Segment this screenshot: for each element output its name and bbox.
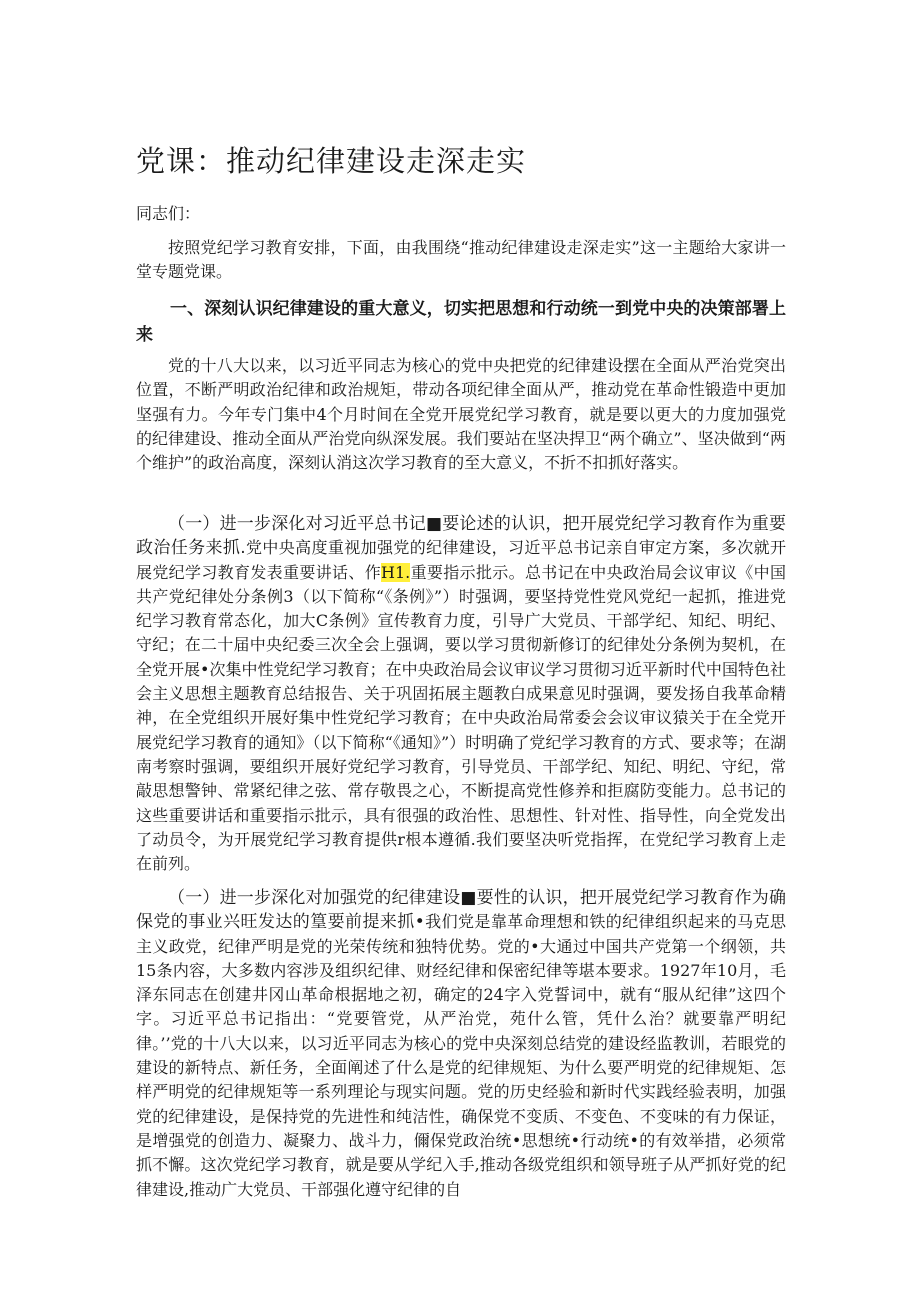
intro-paragraph: 按照党纪学习教育安排，下面，由我围绕“推动纪律建设走深走实”这一主题给大家讲一堂专题党课。 (136, 238, 786, 282)
highlighted-text: H1. (381, 562, 411, 582)
subsection-2-lead: （一）进一步深化对加强党的纪律建设■要性的认识，把开展党纪学习教育作为确保党的事业兴旺发达的篁要前提来抓• (136, 888, 786, 933)
page-title: 党课：推动纪律建设走深走实 (136, 144, 527, 178)
section-1-paragraph: 党的十八大以来，以习近平同志为核心的党中央把党的纪律建设摆在全面从严治党突出位置，不断严明政治纪律和政治规矩，带动各项纪律全面从严，推动党在革命性锻造中更加坚强有力。今年专门集中4个月时间在全党开展党纪学习教育，就是要以更大的力度加强党的纪律建设、推动全面从严治党向纵深发展。我们要站在坚决捍卫“两个确立”、坚决做到“两个维护”的政治高度，深刻认消这次学习教育的至大意义，不折不扣抓好落实。 (136, 356, 786, 473)
subsection-1-paragraph (136, 512, 786, 876)
subsection-2-text: 我们党是靠革命理想和铁的纪律组织起来的马克思主义政党，纪律严明是党的光荣传统和独特优势。党的•大通过中国共产党第一个纲领，共15条内容，大多数内容涉及组织纪律、财经纪律和保密纪律等堪本要求。1927年10月，毛泽东同志在创建井冈山革命根据地之初，确定的24字入党誓词中，就有“服从纪律”这四个字。习近平总书记指出：“党要管党，从严治党，苑什么管，凭什么治？就要靠严明纪律。’’党的十八大以来，以习近平同志为核心的党中央深刻总结党的建设经监教训，若眼党的建设的新特点、新任务，全面阐述了什么是党的纪律规矩、为什么要严明党的纪律规矩、怎样严明党的纪律规矩等一系列理论与现实问题。党的历史经验和新时代实践经验表明，加强党的纪律建设，是保持党的先进性和纯洁性，确保党不变质、不变色、不变味的有力保证，是增强党的创造力、凝聚力、战斗力，儞保党政治统•思想统•行动统•的有效举措，必须常抓不懈。这次党纪学习教育，就是要从学纪入手,推动各级党组织和领导班子从严抓好党的纪律建设,推动广大党员、干部强化遵守纪律的自 (136, 912, 786, 1199)
section-1-heading: 一、深刻认识纪律建设的重大意义，切实把思想和行动统一到党中央的决策部署上来 (136, 299, 786, 345)
subsection-1-lead: （一）进一步深化对习近平总书记■要论述的认识，把开展党纪学习教育作为重要政治任务来抓. (136, 514, 786, 559)
subsection-1-text-b: 重要指示批示。总书记在中央政治局会议审议《中国共产党纪律处分条例3（以下简称“《条例》”）时强调，要坚持党性党风党纪一起抓，推进党纪学习教育常态化，加大C条例》宣传教育力度，引导广大党员、干部学纪、知纪、明纪、守纪；在二十届中央纪委三次全会上强调，要以学习贯彻新修订的纪律处分条例为契机，在全党开展•次集中性党纪学习教育；在中央政治局会议审议学习贯彻习近平新时代中国特色社会主义思想主题教育总结报告、关于巩固拓展主题教白成果意见时强调，要发扬自我革命精神，在全党组织开展好集中性党纪学习教育；在中央政治局常委会会议审议猿关于在全党开展党纪学习教育的通知》（以下简称“《通知》”）时明确了党纪学习教育的方式、要求等；在湖南考察时强调，要组织开展好党纪学习教育，引导党员、干部学纪、知纪、明纪、守纪，常敲思想警钟、常紧纪律之弦、常存敬畏之心，不断提高党性修养和拒腐防变能力。总书记的这些重要讲话和重要指示批示，具有很强的政治性、思想性、针对性、指导性，向全党发出了动员令，为开展党纪学习教育提供r根本遵循.我们要坚决听党指挥，在党纪学习教育上走在前列。 (136, 562, 786, 874)
subsection-1-text-a: 党中央高度重视加强党的纪律建设，习近平总书记亲自审定方案，多次就开展党纪学习教育发表重要讲话、作 (136, 538, 786, 582)
subsection-2-paragraph (136, 886, 786, 1202)
salutation: 同志们： (136, 204, 201, 223)
